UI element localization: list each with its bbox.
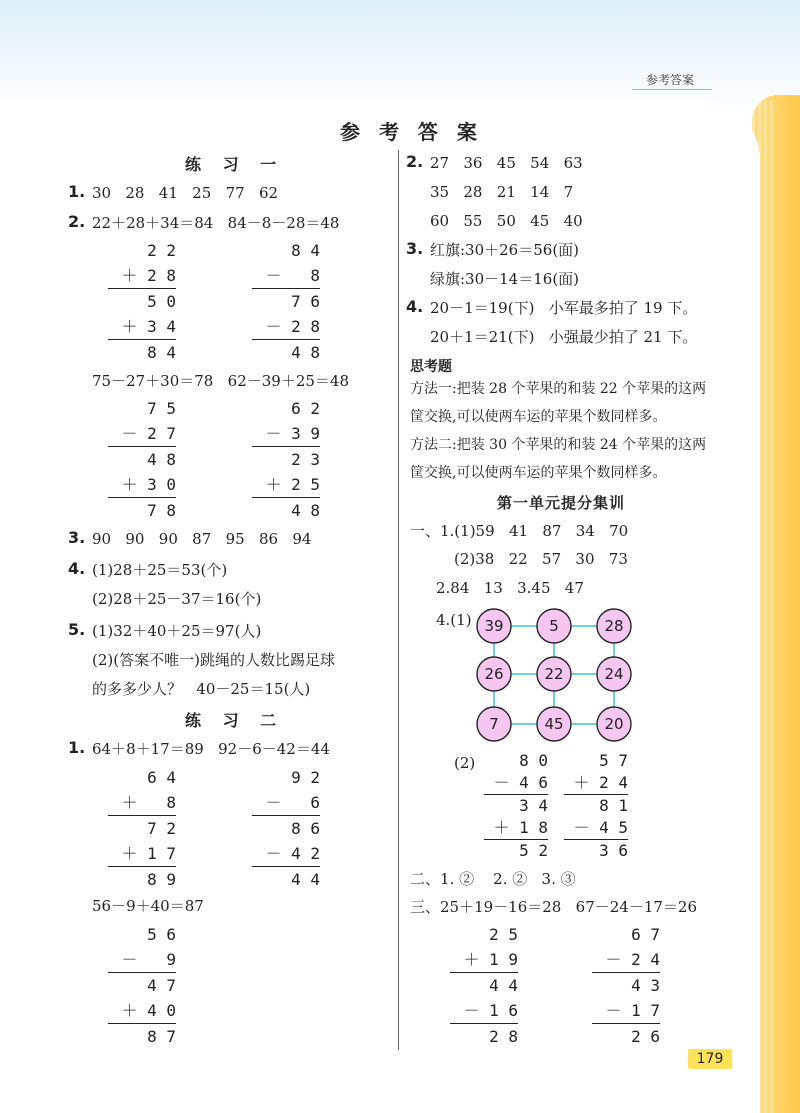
grid-node-value: 45 [544,715,564,733]
calc-row: 2 3 [252,446,320,472]
r-q4-line2: 20＋1＝21(下) 小强最少拍了 21 下。 [430,328,698,346]
grid-node-value: 5 [549,617,559,635]
q4-number: 4. [68,559,86,578]
p1-answer: 64＋8＋17＝89 92－6－42＝44 [92,740,330,758]
u1-line3: 2.84 13 3.45 47 [436,579,584,597]
p1-line2: 56－9＋40＝87 [92,897,204,915]
vertical-calc-e [108,765,176,892]
page-title: 参 考 答 案 [340,120,483,144]
calc-row: 7 6 [252,288,320,314]
q3-number: 3. [68,528,86,547]
column-divider [398,150,399,1050]
calc-row: － 9 [121,950,176,969]
calc-row: － 4 2 [265,844,320,863]
q3-answer: 90 90 90 87 95 86 94 [92,530,312,548]
calc-row: 6 7 [631,925,660,944]
u1-line4: 4.(1) [436,611,472,629]
q5-answer-1: (1)32＋40＋25＝97(人) [92,622,262,640]
vertical-calc-g [108,922,176,1049]
calc-row: － 4 5 [573,818,628,837]
page-number: 179 [688,1049,732,1069]
section-title-unit1: 第一单元提分集训 [497,494,626,512]
r-q3-line1: 红旗:30＋26＝56(面) [430,241,580,259]
r-q4-line1: 20－1＝19(下) 小军最多拍了 19 下。 [430,299,698,317]
u3-answers: 三、25＋19－16＝28 67－24－17＝26 [410,898,698,916]
q5-answer-2: (2)(答案不唯一)跳绳的人数比踢足球 [92,651,335,669]
calc-row: 7 8 [108,497,176,523]
vertical-calc-j [450,922,518,1049]
calc-row: － 1 7 [605,1001,660,1020]
calc-row: 8 7 [108,1023,176,1049]
q1-number: 1. [68,182,86,201]
calc-row: 8 4 [108,339,176,365]
q2-line2: 75－27＋30＝78 62－39＋25＝48 [92,372,350,390]
calc-row: 2 6 [592,1023,660,1049]
u2-answers: 二、1. ② 2. ② 3. ③ [410,870,576,888]
u1-line1: 一、1.(1)59 41 87 34 70 [410,522,629,540]
vertical-calc-h [484,750,548,862]
thinking-line3: 方法二:把装 30 个苹果的和装 24 个苹果的这两 [410,437,707,453]
calc-row: ＋ 4 0 [121,1001,176,1020]
calc-row: 4 4 [450,972,518,998]
q4-answer-2: (2)28＋25－37＝16(个) [92,590,262,608]
thinking-line1: 方法一:把装 28 个苹果的和装 22 个苹果的这两 [410,381,707,397]
header-tag: 参考答案 [646,73,695,87]
r-q3-line2: 绿旗:30－14＝16(面) [430,270,580,288]
r-q2-line1: 27 36 45 54 63 [430,154,583,172]
calc-row: － 2 7 [121,424,176,443]
thinking-title: 思考题 [410,359,452,375]
calc-row: 4 8 [252,339,320,365]
vertical-calc-f [252,765,320,892]
vertical-calc-a [108,238,176,365]
calc-row: 5 2 [484,839,548,862]
grid-node-value: 28 [604,617,624,635]
r-q2-line3: 60 55 50 45 40 [430,212,583,230]
calc-row: 2 5 [489,925,518,944]
calc-row: ＋ 3 0 [121,475,176,494]
calc-row: 8 1 [564,794,628,817]
calc-row: － 3 9 [265,424,320,443]
calc-row: 8 0 [519,751,548,770]
calc-row: ＋ 1 8 [493,818,548,837]
r-q2-number: 2. [406,152,424,171]
vertical-calc-i [564,750,628,862]
calc-row: 6 4 [147,768,176,787]
q5-number: 5. [68,620,86,639]
calc-row: 2 8 [450,1023,518,1049]
q2-answer: 22＋28＋34＝84 84－8－28＝48 [92,214,340,232]
calc-row: 4 8 [252,497,320,523]
calc-row: ＋ 2 8 [121,266,176,285]
vertical-calc-c [108,396,176,523]
calc-row: 5 7 [599,751,628,770]
calc-row: 2 2 [147,241,176,260]
thinking-line4: 筐交换,可以使两车运的苹果个数同样多。 [410,465,667,481]
calc-row: 5 6 [147,925,176,944]
calc-row: － 2 4 [605,950,660,969]
vertical-calc-d [252,396,320,523]
number-grid [474,606,634,744]
q4-answer-1: (1)28＋25＝53(个) [92,561,228,579]
calc-row: 3 4 [484,794,548,817]
r-q4-number: 4. [406,297,424,316]
calc-row: ＋ 1 9 [463,950,518,969]
calc-row: 8 9 [108,866,176,892]
p1-number: 1. [68,738,86,757]
q2-number: 2. [68,212,86,231]
calc-row: ＋ 1 7 [121,844,176,863]
calc-row: 7 5 [147,399,176,418]
calc-row: 3 6 [564,839,628,862]
calc-row: ＋ 3 4 [121,317,176,336]
calc-row: 9 2 [291,768,320,787]
calc-row: － 6 [265,793,320,812]
calc-row: ＋ 2 4 [573,773,628,792]
grid-node-value: 24 [604,665,624,683]
grid-node-value: 26 [484,665,504,683]
u1-line2: (2)38 22 57 30 73 [454,550,628,568]
vertical-calc-b [252,238,320,365]
thinking-line2: 筐交换,可以使两车运的苹果个数同样多。 [410,409,667,425]
calc-row: ＋ 8 [121,793,176,812]
grid-node-value: 22 [544,665,564,683]
calc-row: 6 2 [291,399,320,418]
q5-answer-3: 的多多少人？ 40－25＝15(人) [92,680,311,698]
section-title-ex2: 练 习 二 [185,711,285,730]
calc-row: 4 4 [252,866,320,892]
vertical-calc-k [592,922,660,1049]
calc-row: － 2 8 [265,317,320,336]
calc-row: － 8 [265,266,320,285]
grid-node-value: 7 [489,715,499,733]
q1-answer: 30 28 41 25 77 62 [92,184,279,202]
calc-row: 4 8 [108,446,176,472]
calc-row: ＋ 2 5 [265,475,320,494]
r-q3-number: 3. [406,239,424,258]
grid-node-value: 20 [604,715,624,733]
calc-row: 8 4 [291,241,320,260]
r-q2-line2: 35 28 21 14 7 [430,183,574,201]
u1-2-label: (2) [454,754,476,772]
calc-row: 4 7 [108,972,176,998]
calc-row: 4 3 [592,972,660,998]
calc-row: 8 6 [252,815,320,841]
calc-row: 7 2 [108,815,176,841]
calc-row: － 4 6 [493,773,548,792]
grid-node-value: 39 [484,617,504,635]
calc-row: － 1 6 [463,1001,518,1020]
calc-row: 5 0 [108,288,176,314]
section-title-ex1: 练 习 一 [185,155,285,174]
